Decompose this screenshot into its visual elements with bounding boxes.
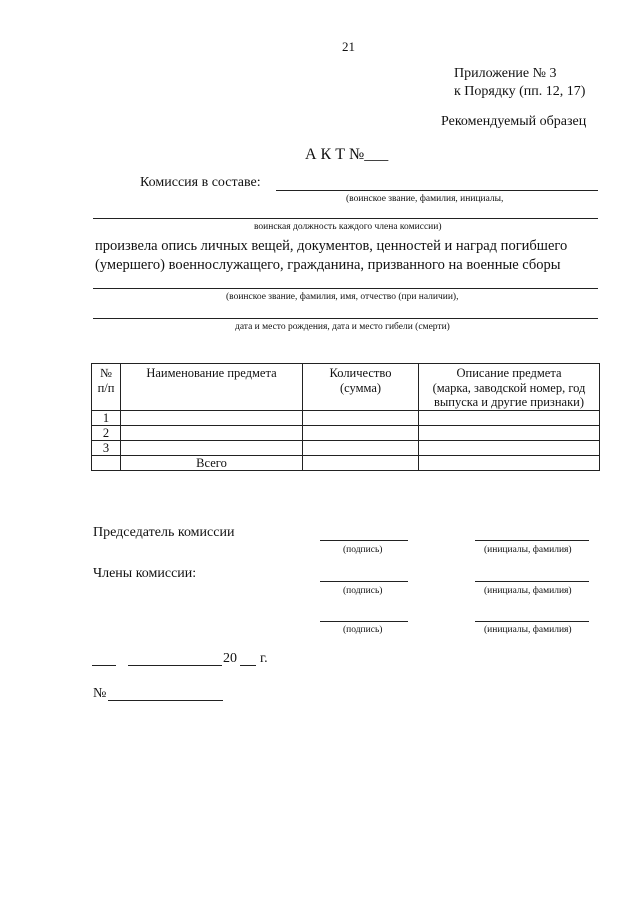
header-item-name bbox=[121, 364, 303, 411]
row-description[interactable] bbox=[419, 411, 600, 426]
row-quantity[interactable] bbox=[303, 411, 419, 426]
table-row bbox=[92, 411, 600, 426]
table-row bbox=[92, 426, 600, 441]
chairman-name-hint: (инициалы, фамилия) bbox=[484, 545, 572, 555]
commission-label: Комиссия в составе: bbox=[140, 175, 261, 190]
commission-hint-1: (воинское звание, фамилия, инициалы, bbox=[346, 194, 504, 204]
chairman-label: Председатель комиссии bbox=[93, 525, 235, 540]
row-number: 2 bbox=[92, 426, 121, 441]
document-title: А К Т №___ bbox=[305, 146, 389, 163]
member-1-signature-hint: (подпись) bbox=[343, 586, 383, 596]
row-number: 1 bbox=[92, 411, 121, 426]
date-year-line[interactable] bbox=[240, 665, 256, 666]
total-label: Всего bbox=[121, 456, 303, 471]
total-quantity[interactable] bbox=[303, 456, 419, 471]
member-1-name-hint: (инициалы, фамилия) bbox=[484, 586, 572, 596]
header-description-line-3: выпуска и другие признаки) bbox=[433, 395, 585, 409]
table-total-row bbox=[92, 456, 600, 471]
row-item-name[interactable] bbox=[121, 411, 303, 426]
row-number: 3 bbox=[92, 441, 121, 456]
commission-hint-2: воинская должность каждого члена комиссии) bbox=[254, 222, 442, 232]
deceased-info-line-2 bbox=[93, 318, 598, 319]
deceased-info-line-1 bbox=[93, 288, 598, 289]
deceased-hint-2: дата и место рождения, дата и место гибели (смерти) bbox=[235, 322, 450, 332]
total-description[interactable] bbox=[419, 456, 600, 471]
commission-members-line-2 bbox=[93, 218, 598, 219]
row-quantity[interactable] bbox=[303, 441, 419, 456]
header-quantity-line-2: (сумма) bbox=[339, 380, 382, 395]
deceased-hint-1: (воинское звание, фамилия, имя, отчество (при наличии), bbox=[226, 292, 459, 302]
appendix-title: Приложение № 3 bbox=[454, 66, 557, 81]
date-year-suffix: г. bbox=[260, 651, 268, 666]
appendix-reference: к Порядку (пп. 12, 17) bbox=[454, 84, 586, 99]
member-1-name-line[interactable] bbox=[475, 581, 589, 582]
header-item-name-text: Наименование предмета bbox=[146, 366, 277, 380]
header-number bbox=[92, 364, 121, 411]
row-item-name[interactable] bbox=[121, 426, 303, 441]
member-2-name-hint: (инициалы, фамилия) bbox=[484, 625, 572, 635]
header-description bbox=[419, 364, 600, 411]
header-description-line-2: (марка, заводской номер, год bbox=[432, 380, 586, 395]
header-quantity-line-1: Количество bbox=[329, 366, 392, 380]
inventory-table bbox=[91, 363, 600, 471]
page-number: 21 bbox=[342, 39, 355, 54]
chairman-signature-line[interactable] bbox=[320, 540, 408, 541]
header-number-line-2: п/п bbox=[97, 380, 115, 395]
row-description[interactable] bbox=[419, 426, 600, 441]
members-label: Члены комиссии: bbox=[93, 566, 197, 581]
row-quantity[interactable] bbox=[303, 426, 419, 441]
chairman-name-line[interactable] bbox=[475, 540, 589, 541]
member-2-name-line[interactable] bbox=[475, 621, 589, 622]
body-text-line-1: произвела опись личных вещей, документов, ценностей и наград погибшего bbox=[95, 238, 568, 254]
chairman-signature-hint: (подпись) bbox=[343, 545, 383, 555]
number-label: № bbox=[93, 686, 107, 701]
header-description-line-1: Описание предмета bbox=[456, 366, 562, 380]
row-description[interactable] bbox=[419, 441, 600, 456]
body-text-line-2: (умершего) военнослужащего, гражданина, призванного на военные сборы bbox=[95, 257, 561, 273]
recommended-sample-label: Рекомендуемый образец bbox=[441, 114, 587, 129]
commission-members-line-1 bbox=[276, 190, 598, 191]
table-row bbox=[92, 441, 600, 456]
table-header-row bbox=[92, 364, 600, 411]
header-quantity bbox=[303, 364, 419, 411]
date-day-line[interactable] bbox=[92, 665, 116, 666]
number-line[interactable] bbox=[108, 700, 223, 701]
row-item-name[interactable] bbox=[121, 441, 303, 456]
member-2-signature-hint: (подпись) bbox=[343, 625, 383, 635]
header-number-line-1: № bbox=[100, 366, 112, 380]
date-year-prefix: 20 bbox=[223, 651, 237, 666]
total-number-cell bbox=[92, 456, 121, 471]
member-1-signature-line[interactable] bbox=[320, 581, 408, 582]
date-month-line[interactable] bbox=[128, 665, 222, 666]
member-2-signature-line[interactable] bbox=[320, 621, 408, 622]
